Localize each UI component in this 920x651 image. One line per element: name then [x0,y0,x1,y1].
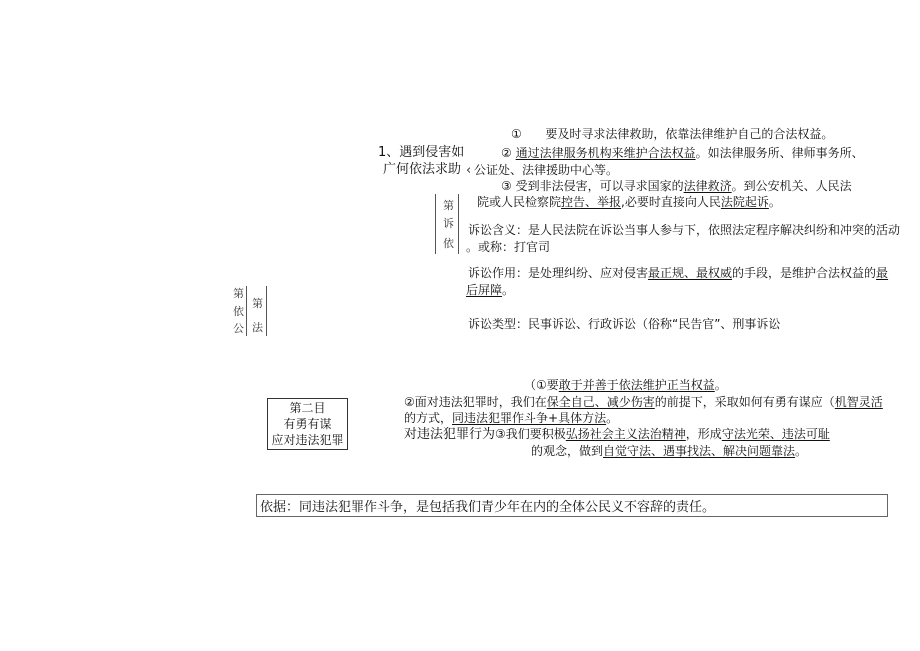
litigation-types: 诉讼类型：民事诉讼、行政诉讼（俗称“民告官”、刑事诉讼 [468,317,781,331]
section2-item1 [524,379,727,391]
item3-b: ，形成 [685,427,722,441]
fragment-char: 第 [443,199,454,212]
basis-box [256,494,888,517]
fragment-char: 诉 [443,217,454,230]
item2-protect-self: 保全自己、减少伤害 [546,395,655,409]
item1-text: 要及时寻求法律救助，依靠法律维护自己的合法权益。 [545,127,834,141]
item2-line2-end: 。 [606,411,619,425]
item2-number: ② [501,146,512,160]
item2-flexible: 机智灵活 [834,395,883,409]
fragment-char: 法 [252,321,263,334]
fragment-char: 第 [252,297,263,310]
basis-text: 依据：同违法犯罪作斗争，是包括我们青少年在内的全体公民义不容辞的责任。 [260,500,716,515]
item3-line2-b: ,必要时直接向人民 [621,195,721,209]
function-a: 诉讼作用：是处理纠纷、应对侵害 [468,266,649,280]
item2-rest: 。如法律服务所、律师事务所、 [695,146,864,160]
item1-prefix: （①要 [524,378,559,392]
litigation-meaning-line2: 。或称：打官司 [466,240,551,254]
litigation-function-line2 [466,284,514,296]
function-line2-end: 。 [502,283,515,297]
item3-lead: 对违法犯罪行为 [404,427,496,442]
item2-a: ②面对违法犯罪时，我们在 [404,395,547,409]
item2-fight-crime: 同违法犯罪作斗争+具体方法 [452,411,607,425]
item2-line2-a: 的方式， [404,411,453,425]
section2-item3 [404,428,830,441]
section2-item3-line2 [531,445,807,457]
section2-box-line2: 有勇有谋 [283,417,332,431]
section1-item1 [511,128,833,140]
function-last: 最 [876,266,889,280]
item3-honor-law: 守法光荣、违法可耻 [721,427,830,441]
fragment-char: 公 [233,322,244,335]
item3-text-b: 。到公安机关、人民法 [731,179,852,193]
item3-text-a: 受到非法侵害，可以寻求国家的 [515,179,684,193]
item1-number: ① [511,127,522,141]
item3-line2-c: 。 [768,195,781,209]
fragment-char: 依 [443,237,454,250]
item3-line2-sue: 法院起诉 [720,195,769,209]
litigation-function-line1 [468,267,888,279]
item3-line2-end: 。 [795,444,808,458]
brace-mark: ‹ [466,163,472,178]
item3-rule-of-law: 弘扬社会主义法治精神 [565,427,686,441]
item3-obey-law: 自觉守法、遇事找法、解决问题靠法 [603,444,796,458]
section1-item3 [501,180,852,192]
item1-end: 。 [714,378,727,392]
section2-item2-line2 [404,412,618,424]
divider-line [435,194,436,254]
divider-line [266,286,267,336]
item3-line2-a: 院或人民检察院 [477,195,562,209]
litigation-meaning-line1: 诉讼含义：是人民法院在诉讼当事人参与下，依照法定程序解决纠纷和冲突的活动 [468,223,901,237]
divider-line [458,194,459,254]
item2-b: 的前提下，采取如何有勇有谋应（ [654,395,835,409]
section1-title-line1: 1、遇到侵害如 [378,145,465,160]
item1-defend-rights: 敢于并善于依法维护正当权益 [558,378,715,392]
fragment-char: 依 [233,305,244,318]
section1-item2-line2: 公证处、法律援助中心等。 [474,163,619,177]
item3-number: ③ [501,179,512,193]
section1-item3-line2 [477,196,781,208]
item2-underlined: 通过法律服务机构来维护合法权益 [515,146,696,160]
item3-line2-accuse: 控告、举报 [561,195,622,209]
section2-box-line3: 应对违法犯罪 [271,433,344,447]
fragment-char: 第 [233,287,244,300]
section1-item2 [501,147,864,159]
function-b: 的手段，是维护合法权益的 [732,266,877,280]
item3-line2-a: 的观念，做到 [531,444,604,458]
item3-legal-remedy: 法律救济 [683,179,732,193]
section2-item2 [404,396,883,408]
function-most-formal: 最正规、最权威 [648,266,733,280]
item3-a: ③我们要积极 [495,427,566,441]
section2-heading-box [267,398,348,450]
divider-line [246,286,247,336]
function-last-barrier: 后屏障 [466,283,503,297]
section2-box-line1: 第二目 [289,401,326,415]
section1-title-line2: 广何依法求助 [383,162,462,177]
